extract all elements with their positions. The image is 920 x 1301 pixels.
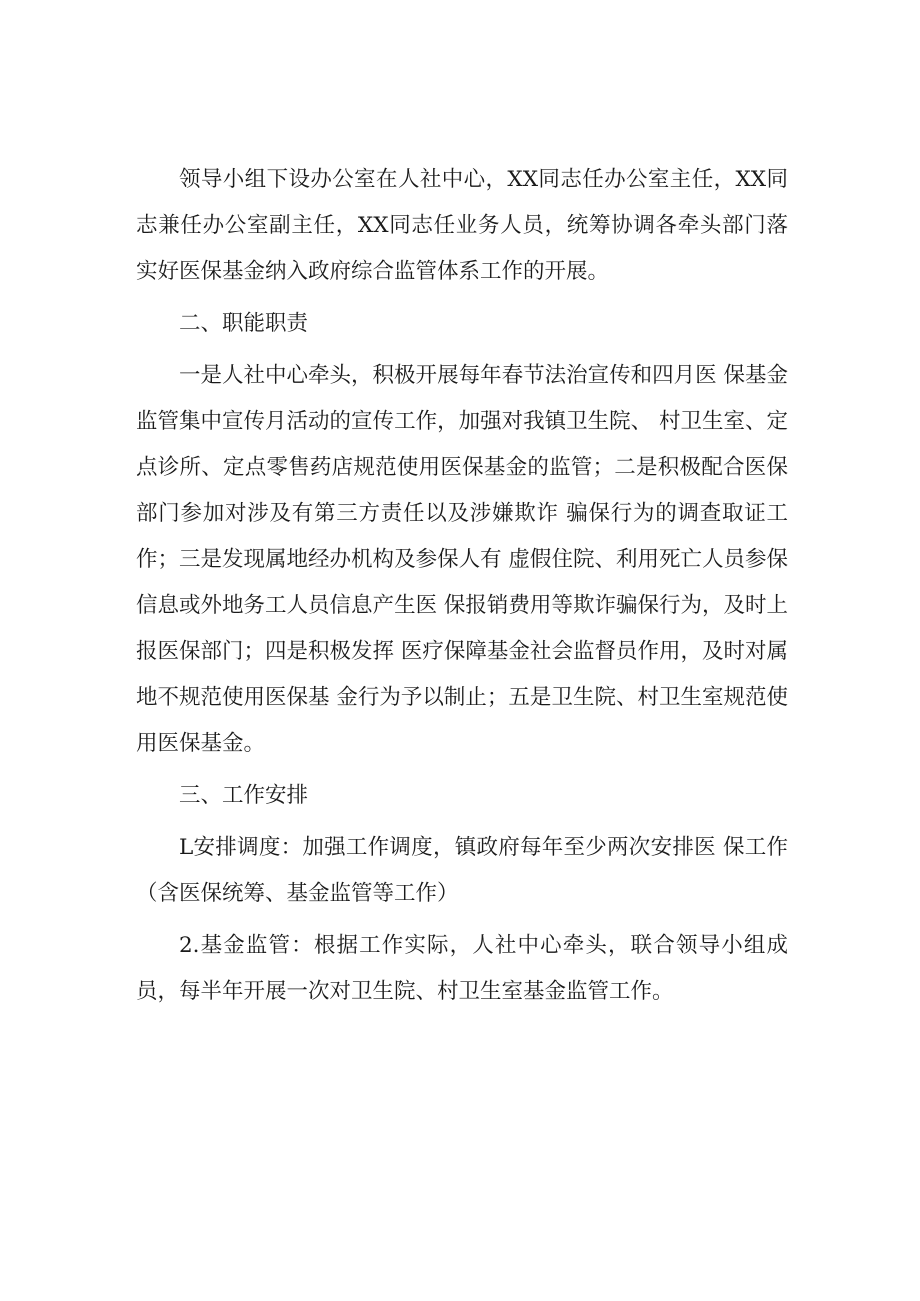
paragraph-fund-supervision: 2.基金监管：根据工作实际，人社中心牵头，联合领导小组成员，每半年开展一次对卫生院、村卫生室基金监管工作。 xyxy=(136,933,788,1004)
section-heading-duties: 二、职能职责 xyxy=(179,311,309,336)
paragraph-office-setup: 领导小组下设办公室在人社中心，XX同志任办公室主任，XX同志兼任办公室副主任，XX同志任业务人员，统筹协调各牵头部门落实好医保基金纳入政府综合监管体系工作的开展。 xyxy=(136,167,788,284)
paragraph-duties: 一是人社中心牵头，积极开展每年春节法治宣传和四月医 保基金监管集中宣传月活动的宣传工作，加强对我镇卫生院、 村卫生室、定点诊所、定点零售药店规范使用医保基金的监管；二是积极配合医保部门参加对涉及有第三方责任以及涉嫌欺诈 骗保行为的调查取证工作；三是发现属地经办机构及参保人有 虚假住院、利用死亡人员参保信息或外地务工人员信息产生医 保报销费用等欺诈骗保行为，及时上报医保部门；四是积极发挥 医疗保障基金社会监督员作用，及时对属地不规范使用医保基 金行为予以制止；五是卫生院、村卫生室规范使用医保基金。 xyxy=(136,363,788,756)
paragraph-scheduling: L安排调度：加强工作调度，镇政府每年至少两次安排医 保工作（含医保统筹、基金监管等工作） xyxy=(136,835,788,906)
document-body xyxy=(136,157,788,1021)
section-heading-arrangements: 三、工作安排 xyxy=(179,783,309,808)
